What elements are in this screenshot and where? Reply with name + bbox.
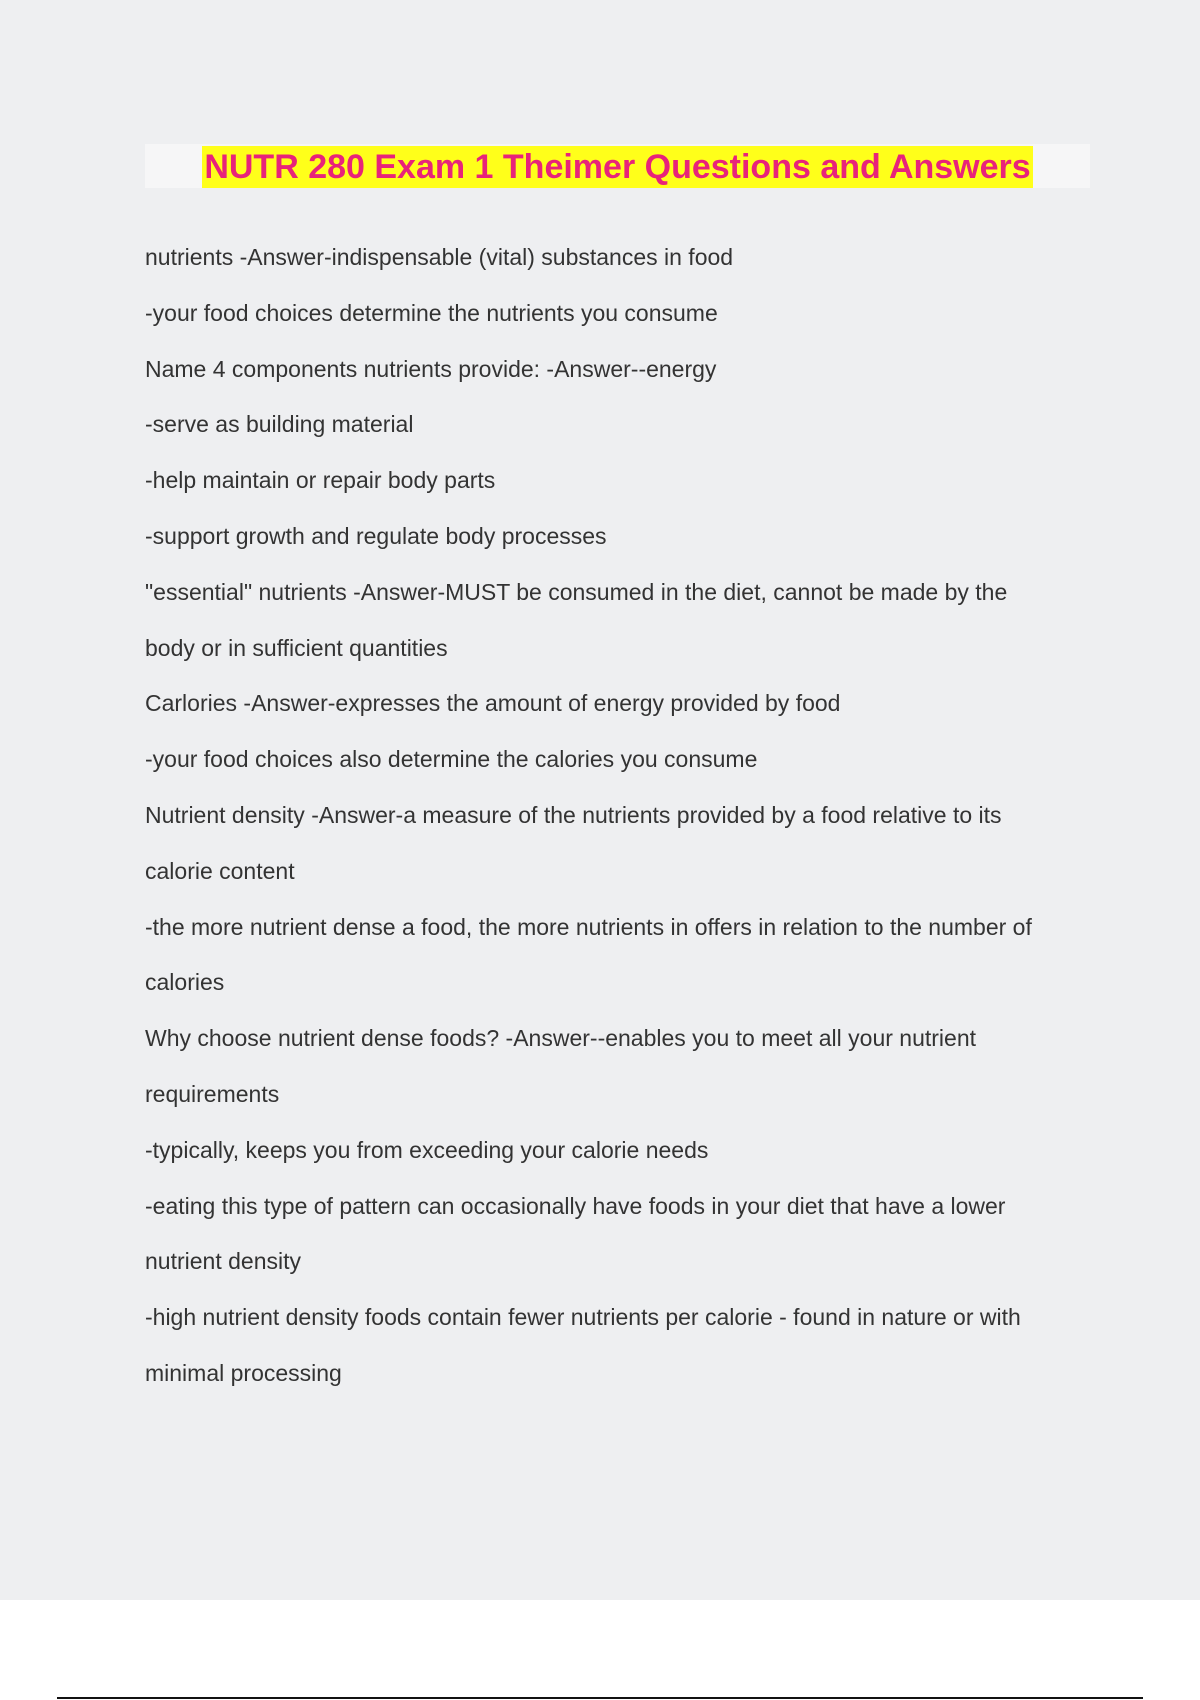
- text-line: body or in sufficient quantities: [145, 634, 448, 661]
- text-line: -your food choices also determine the calories you consume: [145, 746, 758, 773]
- document-title: NUTR 280 Exam 1 Theimer Questions and Answers: [204, 148, 1031, 186]
- text-line: Why choose nutrient dense foods? -Answer--enables you to meet all your nutrient: [145, 1025, 976, 1052]
- text-line: Name 4 components nutrients provide: -Answer--energy: [145, 355, 717, 382]
- text-line: Nutrient density -Answer-a measure of the nutrients provided by a food relative to its: [145, 801, 1002, 828]
- footer-divider: [57, 1697, 1143, 1699]
- text-line: calories: [145, 969, 225, 996]
- text-line: requirements: [145, 1080, 280, 1107]
- text-line: calorie content: [145, 857, 295, 884]
- text-line: nutrient density: [145, 1248, 301, 1275]
- text-line: nutrients -Answer-indispensable (vital) substances in food: [145, 244, 734, 270]
- text-line: -eating this type of pattern can occasionally have foods in your diet that have a lower: [145, 1192, 1006, 1219]
- text-line: Carlories -Answer-expresses the amount of energy provided by food: [145, 690, 841, 717]
- text-line: -help maintain or repair body parts: [145, 467, 496, 494]
- text-line: -serve as building material: [145, 411, 414, 438]
- text-line: -typically, keeps you from exceeding your calorie needs: [145, 1136, 709, 1163]
- text-line: "essential" nutrients -Answer-MUST be consumed in the diet, cannot be made by the: [145, 578, 1008, 605]
- qa-content: [145, 236, 1095, 1408]
- title-banner: [145, 144, 1090, 188]
- text-line: -support growth and regulate body processes: [145, 522, 607, 549]
- text-line: minimal processing: [145, 1359, 342, 1386]
- text-line: -high nutrient density foods contain fewer nutrients per calorie - found in nature or with: [145, 1304, 1021, 1331]
- text-line: -the more nutrient dense a food, the more nutrients in offers in relation to the number of: [145, 913, 1032, 940]
- text-line: -your food choices determine the nutrients you consume: [145, 299, 718, 326]
